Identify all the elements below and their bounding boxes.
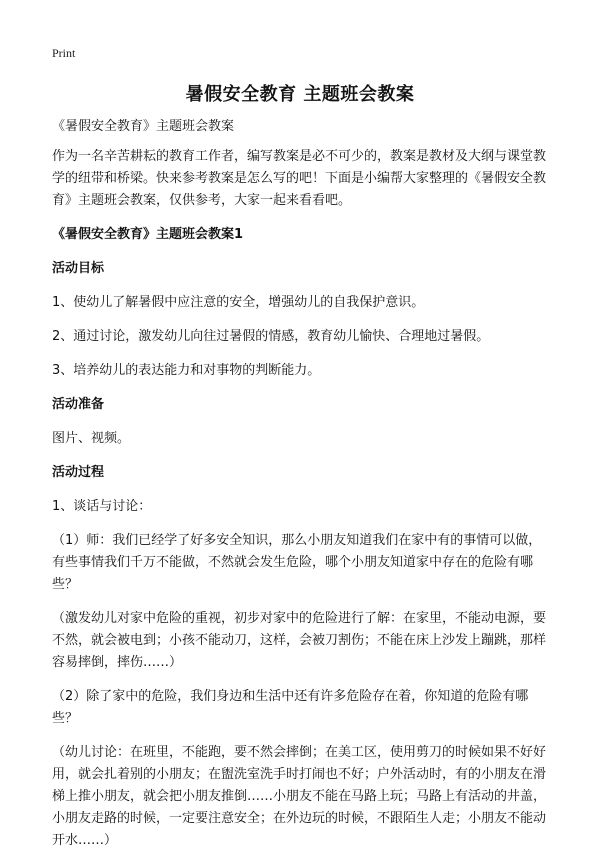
page-title: 暑假安全教育 主题班会教案 [185,84,415,105]
intro-paragraph: 作为一名辛苦耕耘的教育工作者，编写教案是必不可少的，教案是教材及大纲与课堂教学的纽带和桥梁。快来参考教案是怎么写的吧！下面是小编帮大家整理的《暑假安全教育》主题班会教案，仅供参考，大家一起来看看吧。 [52,149,547,208]
prep-text: 图片、视频。 [52,431,131,446]
lesson-heading: 《暑假安全教育》主题班会教案1 [52,227,244,242]
process-item: （幼儿讨论：在班里，不能跑，要不然会摔倒；在美工区，使用剪刀的时候如果不好好用，就会扎着别的小朋友；在盥洗室洗手时打闹也不好；户外活动时，有的小朋友在滑梯上推小朋友，就会把小朋友推倒……小朋友不能在马路上玩；马路上有活动的井盖，小朋友走路的时候，一定要注意安全；在外边玩的时候，不跟陌生人走；小朋友不能动开水……） [52,745,547,848]
process-item: （2）除了家中的危险，我们身边和生活中还有许多危险存在着，你知道的危险有哪些？ [52,689,529,726]
goals-heading: 活动目标 [52,261,105,276]
document-body [52,116,552,864]
goal-item: 1、使幼儿了解暑假中应注意的安全，增强幼儿的自我保护意识。 [52,295,425,310]
goal-item: 2、通过讨论，激发幼儿向往过暑假的情感，教育幼儿愉快、合理地过暑假。 [52,329,490,344]
print-label: Print [52,46,76,60]
prep-heading: 活动准备 [52,397,105,412]
document-subtitle: 《暑假安全教育》主题班会教案 [52,119,235,134]
process-heading: 活动过程 [52,465,105,480]
process-item: 1、谈话与讨论： [52,499,152,514]
process-item: （激发幼儿对家中危险的重视，初步对家中的危险进行了解：在家里，不能动电源，要不然，就会被电到；小孩不能动刀，这样，会被刀割伤；不能在床上沙发上蹦跳，那样容易摔倒，摔伤……） [52,611,547,670]
goal-item: 3、培养幼儿的表达能力和对事物的判断能力。 [52,363,321,378]
process-item: （1）师：我们已经学了好多安全知识，那么小朋友知道我们在家中有的事情可以做，有些事情我们千万不能做，不然就会发生危险，哪个小朋友知道家中存在的危险有哪些？ [52,533,542,592]
